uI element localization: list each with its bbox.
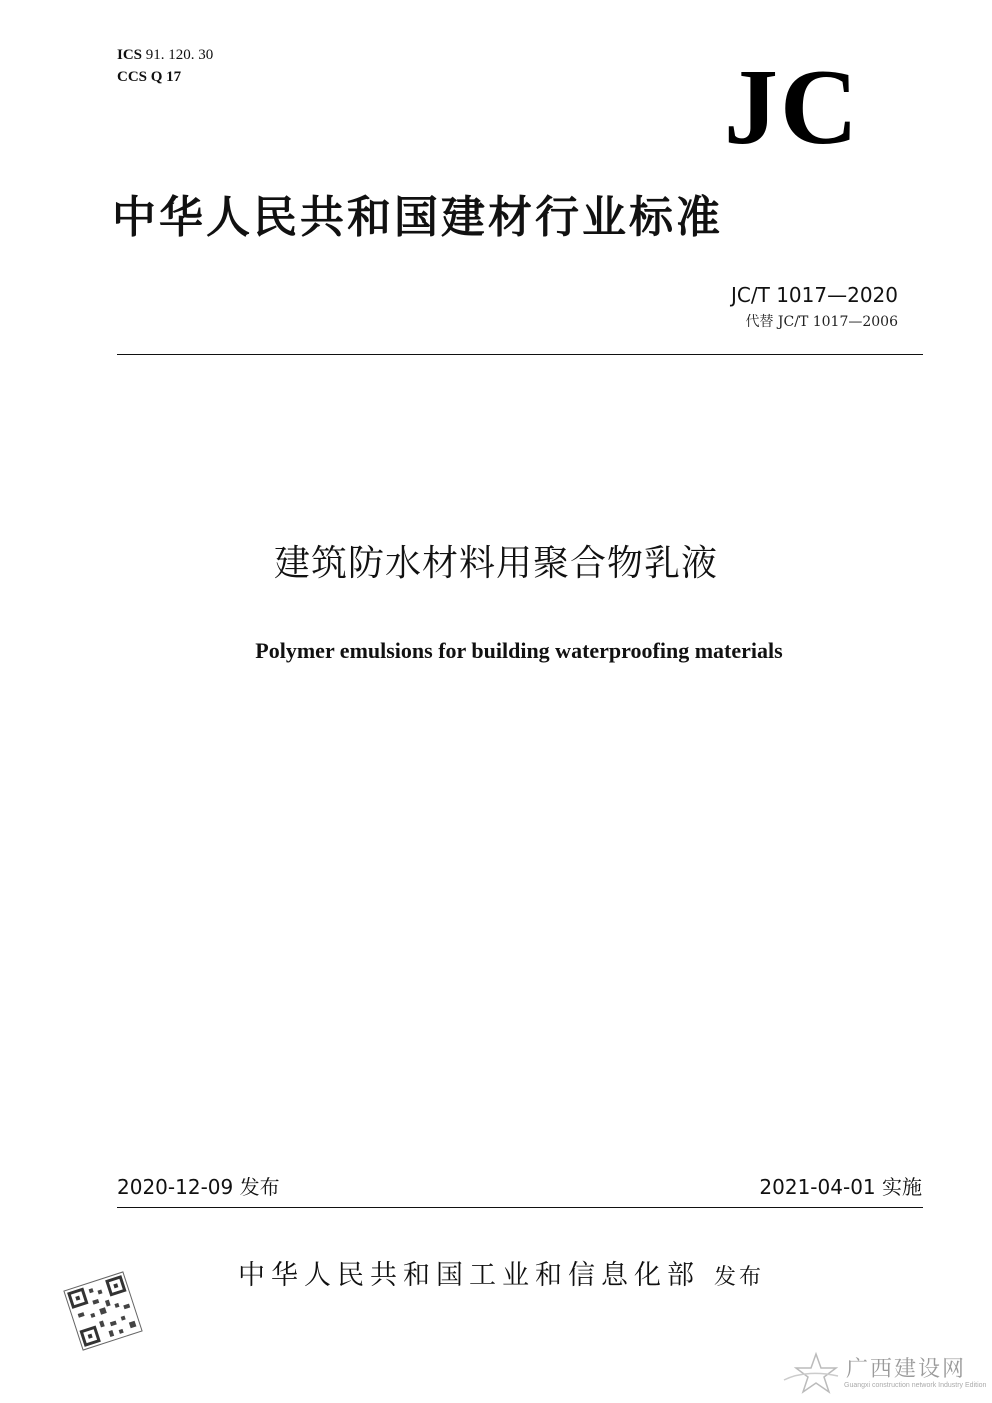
top-divider (117, 354, 923, 355)
industry-title: 中华人民共和国建材行业标准 (112, 192, 723, 243)
star-logo-icon (780, 1350, 840, 1398)
watermark-subtext: Guangxi construction network Industry Edition (844, 1382, 987, 1389)
document-title-en: Polymer emulsions for building waterproofing materials (255, 638, 783, 663)
jc-logo: JC (724, 48, 860, 167)
ccs-line: CCS Q 17 (117, 69, 182, 85)
watermark-text: 广西建设网 (846, 1357, 967, 1382)
effective-date: 2021-04-01 实施 (759, 1175, 922, 1199)
qr-code-icon (62, 1270, 144, 1352)
standard-replaces: 代替 JC/T 1017—2006 (745, 314, 898, 330)
site-watermark (780, 1350, 990, 1398)
standard-number: JC/T 1017—2020 (731, 283, 898, 307)
publish-date: 2020-12-09 发布 (117, 1175, 280, 1199)
bottom-divider (117, 1207, 923, 1208)
document-title-cn: 建筑防水材料用聚合物乳液 (273, 543, 718, 584)
classification-codes (117, 44, 213, 88)
publisher-name: 中华人民共和国工业和信息化部 (238, 1260, 700, 1291)
publisher-action: 发布 (714, 1265, 765, 1290)
publisher (238, 1256, 764, 1298)
ics-line: ICS 91. 120. 30 (117, 47, 214, 63)
